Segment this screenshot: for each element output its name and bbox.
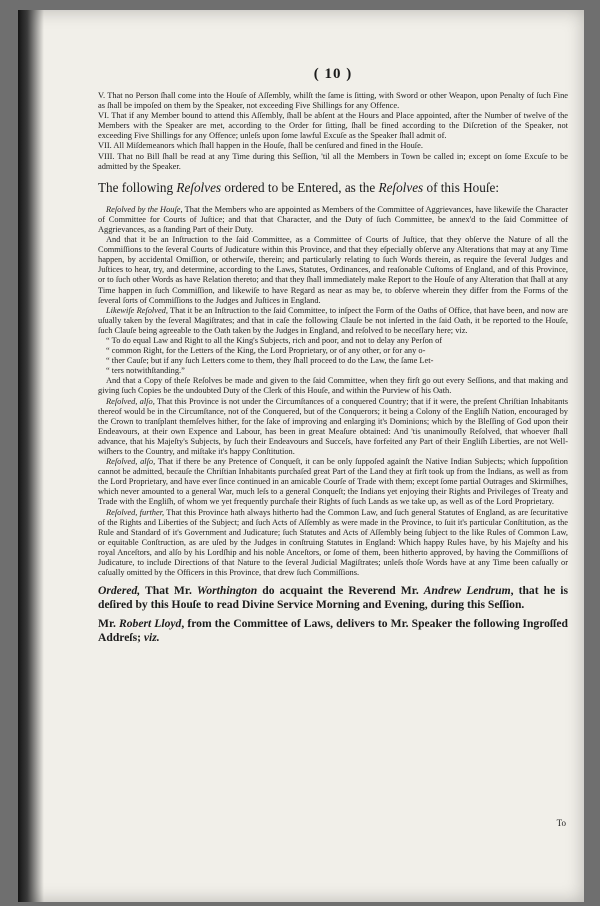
resolve-text: That this Province hath always hitherto had the Common Law, and ſuch general Statutes of England, as are ſecuritative of the Rights and Liberties of the Subject; and ſuch Acts of Aſſembly as were made in the Province, to ſuit it's particular Conſtitution, as the Rule and Standard of it's Government and Judicature; ſuch Statutes and Acts of Aſſembly being ſubject to the like Rules of Common Law, or equitable Conſtruction, as are uſed by the Judges in conſtruing Statutes in England: Which happy Rules have, by his Majeſty and his royal Anceſtors, and alſo by his Lordſhip and his noble Anceſtors, or ſome of them, been hitherto approved, by having the Commiſſions of Judicature, to include Directions of that Nature to the ſeveral Judicial Magiſtrates; unleſs thoſe Words have at any Time been caſually or caſually omitted by the Officers in this Province, that drew ſuch Commiſſions.: [98, 507, 568, 578]
resolve-lead: Reſolved by the Houſe,: [106, 204, 183, 214]
resolve-text: That this Province is not under the Circumſtances of a conquered Country; that if it were, the preſent Chriſtian Inhabitants thereof would be in the Circumſtance, not of the Conquered, but of the Conquerors; it being a Colony of the Engliſh Nation, encouraged by the Crown to tranſplant themſelves hither, for the ſake of improving and enlarging it's Dominions; which by the Bleſſing of God upon their Endeavours, at their own Expence and Labour, has been in great Meaſure obtained: And 'tis unanimouſly Reſolved, that whoever ſhall advance, that his Majeſty's Subjects, by ſuch their Endeavours and Succeſs, have forfeited any Part of their Engliſh Liberties, are not Well-wiſhers to the Country, and miſtake it's happy Conſtitution.: [98, 396, 568, 456]
order-paragraph: VI. That if any Member bound to attend this Aſſembly, ſhall be abſent at the Hours and Place appointed, after the Number of twelve of the Members with the Speaker are met, according to the Order for ſitting, ſhall be fined according to the Diſcretion of the Speaker, not exceeding Five Shillings for any Offence; unleſs upon ſome lawful Excuſe as the Speaker ſhall admit of.: [98, 111, 568, 141]
resolve-lead: Reſolved, alſo,: [106, 396, 155, 406]
resolves-section: [98, 205, 568, 578]
heading-resolves-word: Reſolves: [176, 179, 222, 195]
laws-name: Robert Lloyd: [119, 617, 182, 631]
resolve-lead: Reſolved, further,: [106, 507, 165, 517]
document-page: [18, 10, 584, 902]
ordered-name: Worthington: [196, 584, 258, 598]
text-column: [98, 10, 568, 645]
order-paragraph: VII. All Miſdemeanors which ſhall happen in the Houſe, ſhall be cenſured and fined in the Houſe.: [98, 141, 423, 151]
oath-quote: [98, 336, 568, 376]
ordered-text: , that he is deſired by this Houſe to read Divine Service Morning and Evening, during this Seſſion.: [98, 584, 568, 611]
heading-text: of this Houſe:: [423, 179, 500, 195]
resolve-text: And that a Copy of theſe Reſolves be made and given to the ſaid Committee, when they firſt go out every Seſſions, and that making and giving ſuch Copies be the undoubted Duty of the Clerk of this Houſe, and within the Purview of his Oath.: [98, 376, 568, 396]
ordered-text: do acquaint the Reverend Mr.: [257, 584, 424, 598]
quote-line: “ ther Cauſe; but if any ſuch Letters come to them, they ſhall proceed to do the Law, the ſame Let-: [106, 356, 434, 366]
resolve-paragraph: [98, 457, 568, 507]
quote-line: “ common Right, for the Letters of the King, the Lord Proprietary, or of any other, or for any o-: [106, 346, 426, 356]
laws-text: Mr.: [98, 617, 120, 631]
orders-list: [98, 91, 568, 172]
page-number: ( 10 ): [313, 66, 353, 82]
laws-viz: viz.: [143, 631, 160, 644]
catchword: To: [556, 818, 566, 828]
resolve-paragraph: [98, 376, 568, 396]
ordered-lead: Ordered,: [98, 584, 141, 598]
resolve-text: That it be an Inſtruction to the ſaid Committee, to inſpect the Form of the Oaths of Office, that have been, and now are uſually taken by the ſeveral Magiſtrates; and that in caſe the following Clauſe be not inſerted in the ſaid Oath, it be reported to the Houſe, ſuch Clauſe being agreeable to the Oath taken by the Judges in England, and reſolved to be neceſſary here; viz.: [98, 305, 568, 335]
ordered-paragraph: [98, 584, 568, 611]
order-paragraph: VIII. That no Bill ſhall be read at any Time during this Seſſion, 'til all the Members in Town be called in; except on ſome Excuſe to be admitted by the Speaker.: [98, 151, 568, 171]
resolve-paragraph: [98, 235, 568, 306]
heading-text: ordered to be Entered, as the: [221, 179, 379, 195]
resolve-text: That if there be any Pretence of Conqueſt, it can be only ſuppoſed againſt the Native Indian Subjects; which ſuppoſition cannot be admitted, becauſe the Chriſtian Inhabitants purchaſed great Part of the Land they at firſt took up from the Indians, as well as from the Lord Proprietary, and have ever ſince continued in an amicable Courſe of Trade with them; except ſome partial Outrages and Skirmiſhes, which never amounted to a general War, much leſs to a general Conqueſt; the Indians yet enjoying their Rights and Privileges of Treaty and Trade with the Engliſh, of whom we yet frequently purchaſe their Rights of ſuch Lands as we take up, as well as of the Lord Proprietary.: [98, 457, 568, 507]
resolve-paragraph: [98, 508, 568, 579]
quote-line: “ To do equal Law and Right to all the King's Subjects, rich and poor, and not to delay any Perſon of: [106, 335, 443, 345]
binding-shadow: [18, 10, 44, 902]
resolve-paragraph: [98, 397, 568, 458]
resolve-paragraph: [98, 205, 568, 235]
quote-line: “ ters notwithſtanding.”: [106, 366, 185, 376]
resolve-lead: Likewiſe Reſolved,: [106, 305, 168, 315]
laws-paragraph: [98, 617, 568, 644]
heading-text: The following: [98, 179, 177, 195]
laws-text: , from the Committee of Laws, delivers to Mr. Speaker the following Ingroſſed Addreſs;: [98, 617, 568, 644]
resolve-text: And that it be an Inſtruction to the ſaid Committee, as a Committee of Courts of Juſtice, that they obſerve the Nature of all the Commiſſions to the ſeveral Courts of Judicature within this Province, and that they eſpecially obſerve any Alterations that may at any Time happen, by accidental Omiſſion, or otherwiſe, therein; and particularly relating to ſuch Words therein, as require the ſeveral Judges and Juſtices to hear, try, and determine, according to the Laws, Statutes, Ordinances, and reaſonable Cuſtoms of England, and of this Province, or to ſuch other Words as have Relation thereto; and that they ſhall immediately make Report to the Houſe of any Alteration that ſhall at any Time happen in ſuch Commiſſion, and likewiſe to have Regard as near as may be, to obſerve wherein they differ from the Forms of the ſeveral ſorts of Commiſſions to the Judges and Juſtices in England.: [98, 235, 568, 305]
ordered-name: Andrew Lendrum: [423, 584, 511, 598]
order-paragraph: V. That no Person ſhall come into the Houſe of Aſſembly, whilſt the ſame is ſitting, with Sword or other Weapon, upon Penalty of ſuch Fine as ſhall be impoſed on them by the Speaker, not exceeding Five Shillings for any Offence.: [98, 91, 568, 111]
ordered-text: That Mr.: [140, 584, 197, 598]
resolves-heading: [98, 180, 568, 195]
heading-resolves-word: Reſolves: [378, 179, 424, 195]
resolve-lead: Reſolved, alſo,: [106, 457, 156, 467]
resolve-text: That the Members who are appointed as Members of the Committee of Aggrievances, have likewiſe the Character of Committee for Courts of Juſtice; and that that Character, and the Duty of ſuch Committee, be annex'd to the ſaid Committee of Aggrievances, as a ſtanding Part of their Duty.: [98, 204, 569, 234]
resolve-paragraph: [98, 306, 568, 336]
